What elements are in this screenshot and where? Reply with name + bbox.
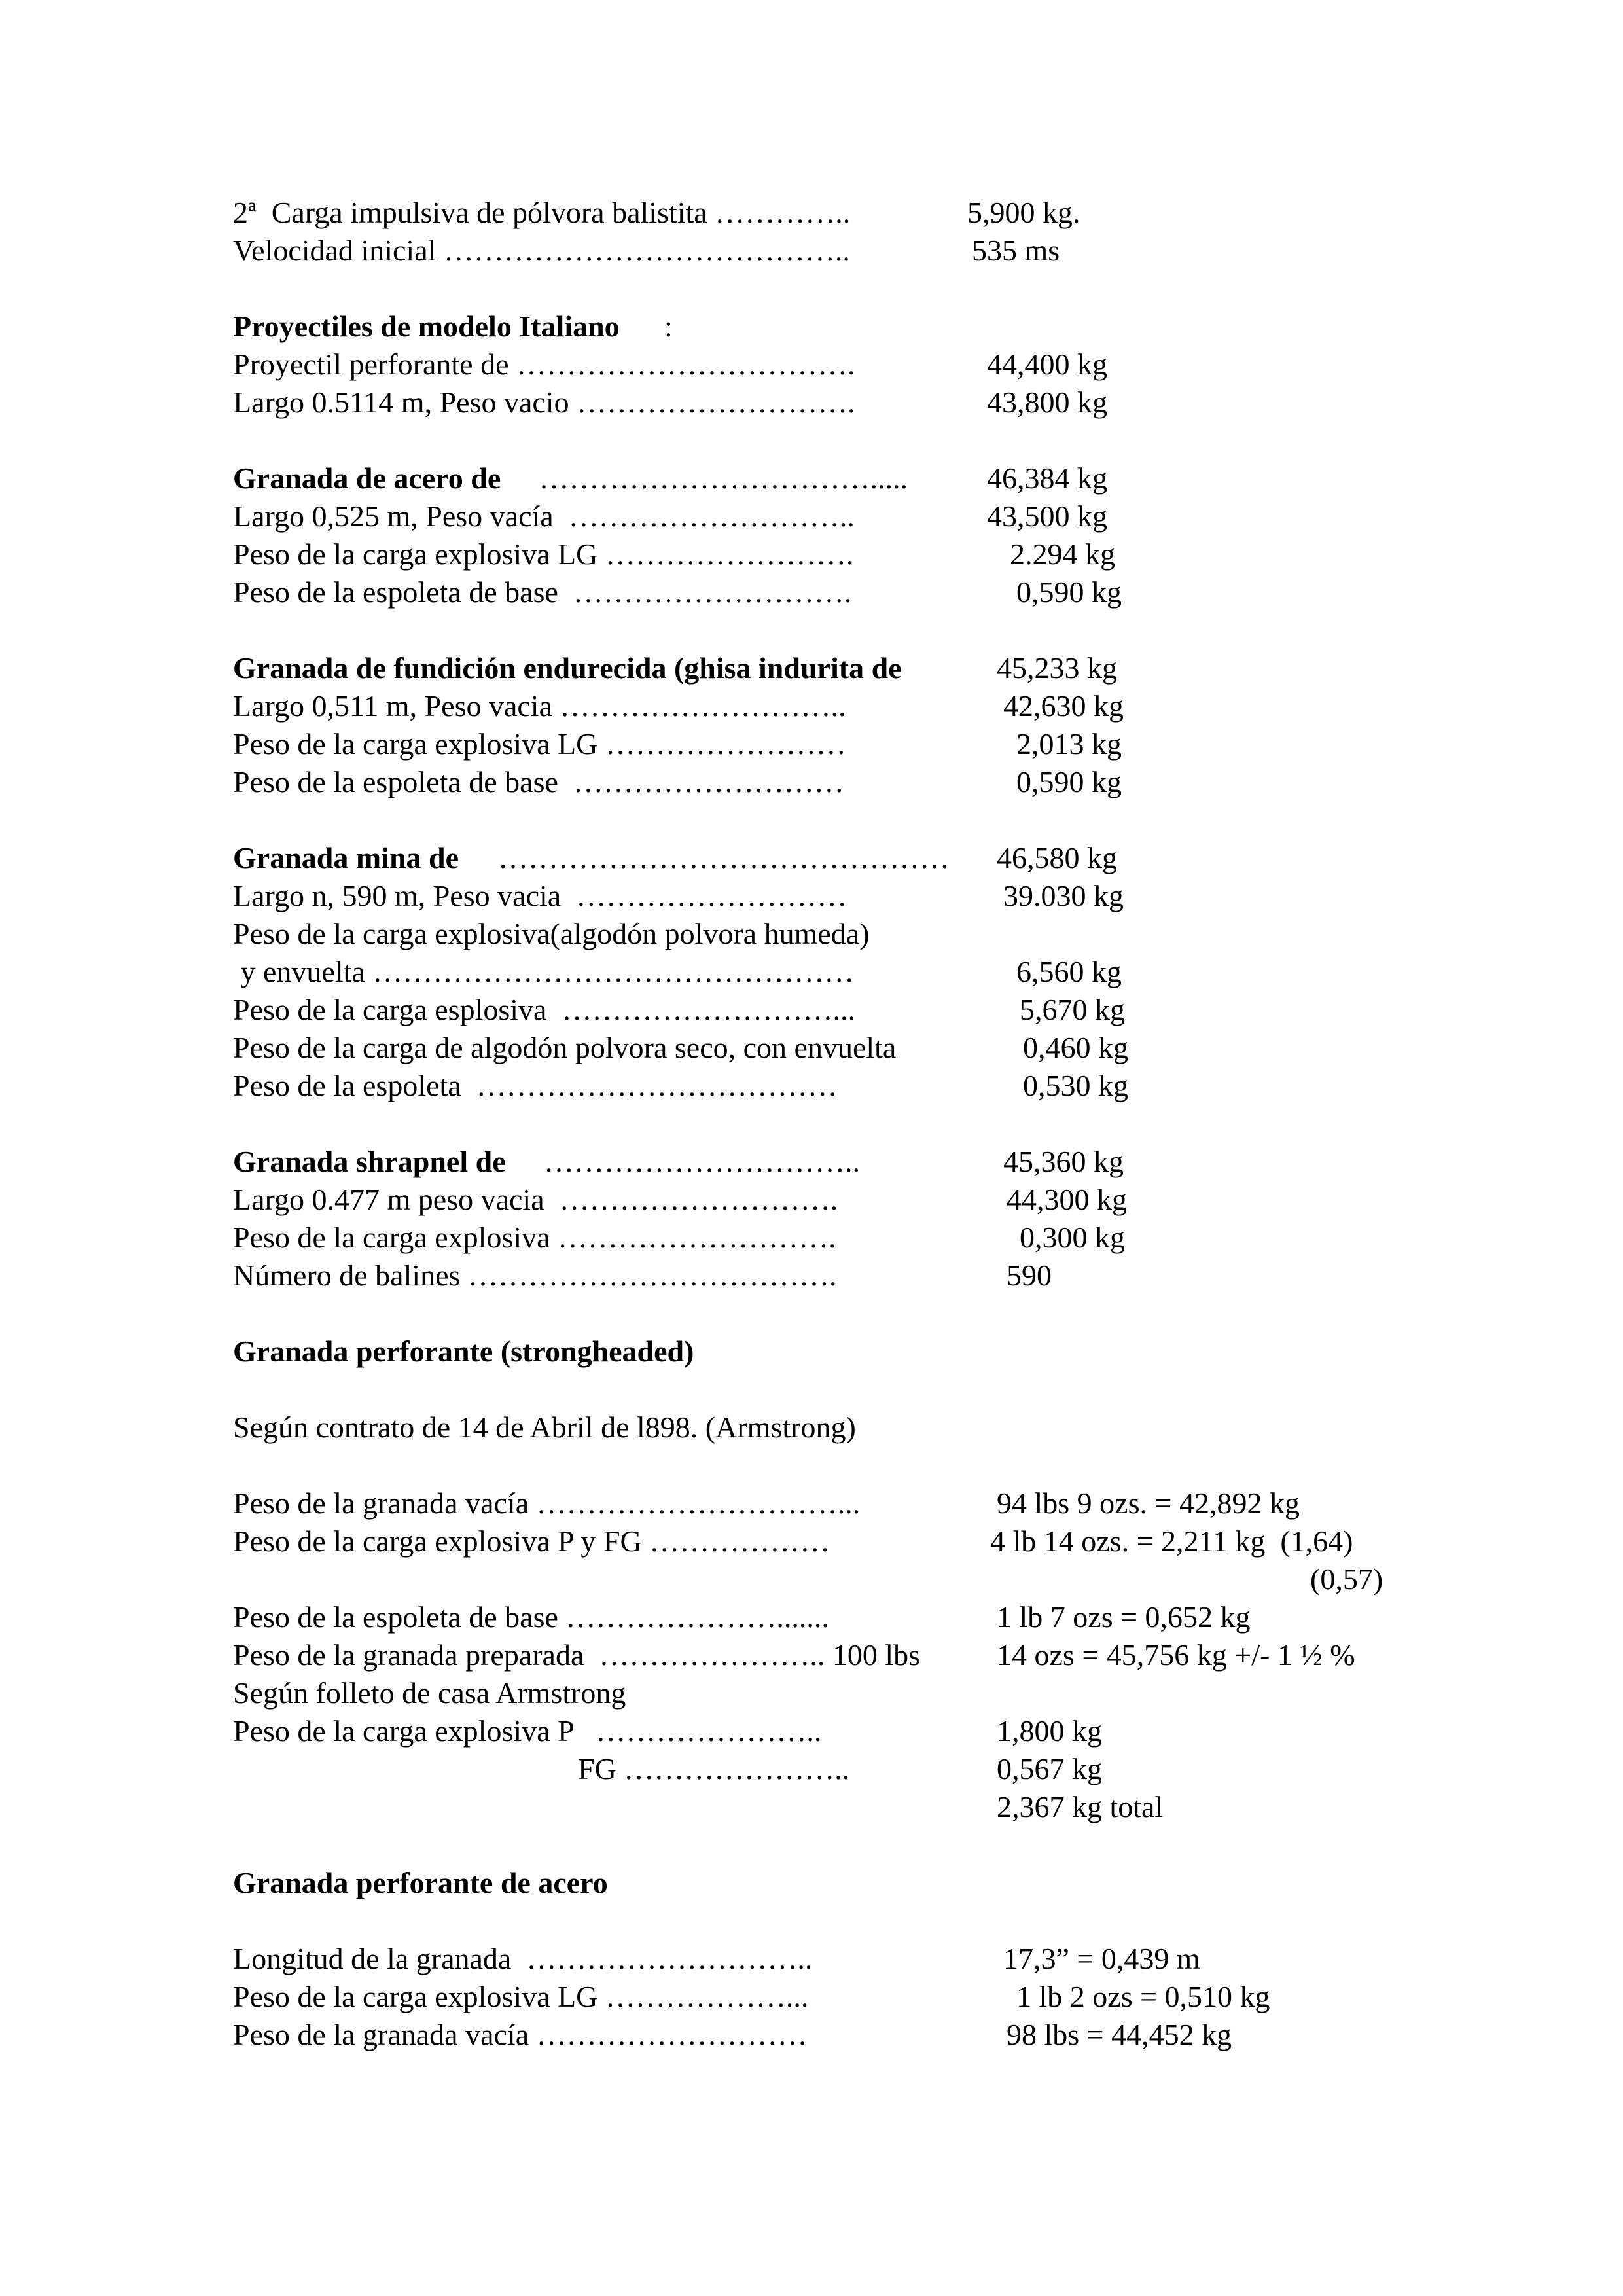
- text-line: FG …………………..: [578, 1752, 850, 1785]
- value-text: 0,300 kg: [1020, 1221, 1125, 1254]
- value-text: 98 lbs = 44,452 kg: [1007, 2018, 1232, 2051]
- value-text: (0,57): [1310, 1562, 1383, 1596]
- value-text: 590: [1007, 1259, 1052, 1292]
- value-text: 14 ozs = 45,756 kg +/- 1 ½ %: [997, 1638, 1355, 1672]
- value-text: 2,013 kg: [1016, 727, 1122, 761]
- value-text: 44,300 kg: [1007, 1183, 1127, 1216]
- text-line: Peso de la carga explosiva(algodón polvora humeda): [233, 917, 870, 950]
- text-line: y envuelta …………………………………………: [233, 955, 855, 988]
- text-line: Largo 0.5114 m, Peso vacio ……………………….: [233, 386, 855, 419]
- value-text: 0,590 kg: [1016, 575, 1122, 609]
- value-text: 43,800 kg: [987, 386, 1107, 419]
- value-text: 5,670 kg: [1020, 993, 1125, 1026]
- text-line: Largo n, 590 m, Peso vacia ………………………: [233, 879, 847, 912]
- value-text: 94 lbs 9 ozs. = 42,892 kg: [997, 1486, 1300, 1520]
- text-line: Largo 0,525 m, Peso vacía ………………………..: [233, 499, 855, 533]
- value-text: 0,567 kg: [997, 1752, 1102, 1785]
- text-line: Número de balines ……………………………….: [233, 1259, 837, 1292]
- value-text: 39.030 kg: [1003, 879, 1124, 912]
- text-line: Según contrato de 14 de Abril de l898. (Armstrong): [233, 1410, 856, 1444]
- text-line: Peso de la carga explosiva P y FG ………………: [233, 1524, 830, 1558]
- section-heading: Granada mina de: [233, 841, 459, 874]
- text-line: Largo 0.477 m peso vacia ……………………….: [233, 1183, 838, 1216]
- text-line: Largo 0,511 m, Peso vacia ………………………..: [233, 689, 846, 723]
- value-text: 4 lb 14 ozs. = 2,211 kg (1,64): [990, 1524, 1353, 1558]
- text-line: Peso de la granada preparada ………………….. 100 lbs: [233, 1638, 921, 1672]
- section-heading: Proyectiles de modelo Italiano: [233, 310, 620, 343]
- section-heading: Granada perforante de acero: [233, 1866, 608, 1899]
- value-text: 1 lb 7 ozs = 0,652 kg: [997, 1600, 1251, 1634]
- text-line: Peso de la carga explosiva LG ……………………: [233, 727, 846, 761]
- text-line: Según folleto de casa Armstrong: [233, 1676, 626, 1710]
- value-text: 17,3” = 0,439 m: [1003, 1942, 1200, 1975]
- section-heading: Granada perforante (strongheaded): [233, 1335, 694, 1368]
- text-line: Peso de la carga de algodón polvora seco, con envuelta: [233, 1031, 897, 1064]
- section-heading: Granada de fundición endurecida (ghisa indurita de: [233, 651, 902, 685]
- leader-dots: ………………………………………: [483, 841, 950, 874]
- text-line: Peso de la espoleta ………………………………: [233, 1069, 838, 1102]
- text-line: 2ª Carga impulsiva de pólvora balistita …………..: [233, 196, 851, 229]
- value-text: 42,630 kg: [1003, 689, 1124, 723]
- section-heading: Granada shrapnel de: [233, 1145, 506, 1178]
- text-line: Proyectil perforante de …………………………….: [233, 348, 855, 381]
- value-text: 0,460 kg: [1023, 1031, 1128, 1064]
- value-text: 43,500 kg: [987, 499, 1107, 533]
- section-heading: Granada de acero de: [233, 461, 501, 495]
- value-text: 44,400 kg: [987, 348, 1107, 381]
- value-text: 46,580 kg: [997, 841, 1117, 874]
- value-text: 1 lb 2 ozs = 0,510 kg: [1016, 1980, 1270, 2013]
- text-line: Peso de la carga explosiva LG …………………….: [233, 537, 854, 571]
- text-line: Peso de la carga esplosiva ………………………...: [233, 993, 855, 1026]
- text-line: Longitud de la granada ………………………..: [233, 1942, 813, 1975]
- value-text: 46,384 kg: [987, 461, 1107, 495]
- text-line: Peso de la espoleta de base ……………………….: [233, 575, 852, 609]
- text-line: Velocidad inicial …………………………………..: [233, 234, 850, 267]
- value-text: 2.294 kg: [1010, 537, 1115, 571]
- text-line: Peso de la carga explosiva ……………………….: [233, 1221, 836, 1254]
- value-text: 5,900 kg.: [967, 196, 1080, 229]
- value-text: 1,800 kg: [997, 1714, 1102, 1748]
- value-text: 6,560 kg: [1016, 955, 1122, 988]
- leader-dots: …………………………….....: [531, 461, 908, 495]
- text-line: Peso de la granada vacía ………………………: [233, 2018, 808, 2051]
- value-text: 0,530 kg: [1023, 1069, 1128, 1102]
- text-line: Peso de la granada vacía …………………………...: [233, 1486, 861, 1520]
- value-text: 45,233 kg: [997, 651, 1117, 685]
- value-text: 2,367 kg total: [997, 1790, 1164, 1823]
- leader-dots: …………………………..: [529, 1145, 860, 1178]
- value-text: 535 ms: [972, 234, 1060, 267]
- value-text: 45,360 kg: [1003, 1145, 1124, 1178]
- value-text: 0,590 kg: [1016, 765, 1122, 798]
- text-line: Peso de la espoleta de base ………………….......: [233, 1600, 829, 1634]
- text-line: Peso de la espoleta de base ………………………: [233, 765, 844, 798]
- text-line: Peso de la carga explosiva LG ………………...: [233, 1980, 809, 2013]
- heading-colon: :: [664, 310, 673, 343]
- text-line: Peso de la carga explosiva P …………………..: [233, 1714, 822, 1748]
